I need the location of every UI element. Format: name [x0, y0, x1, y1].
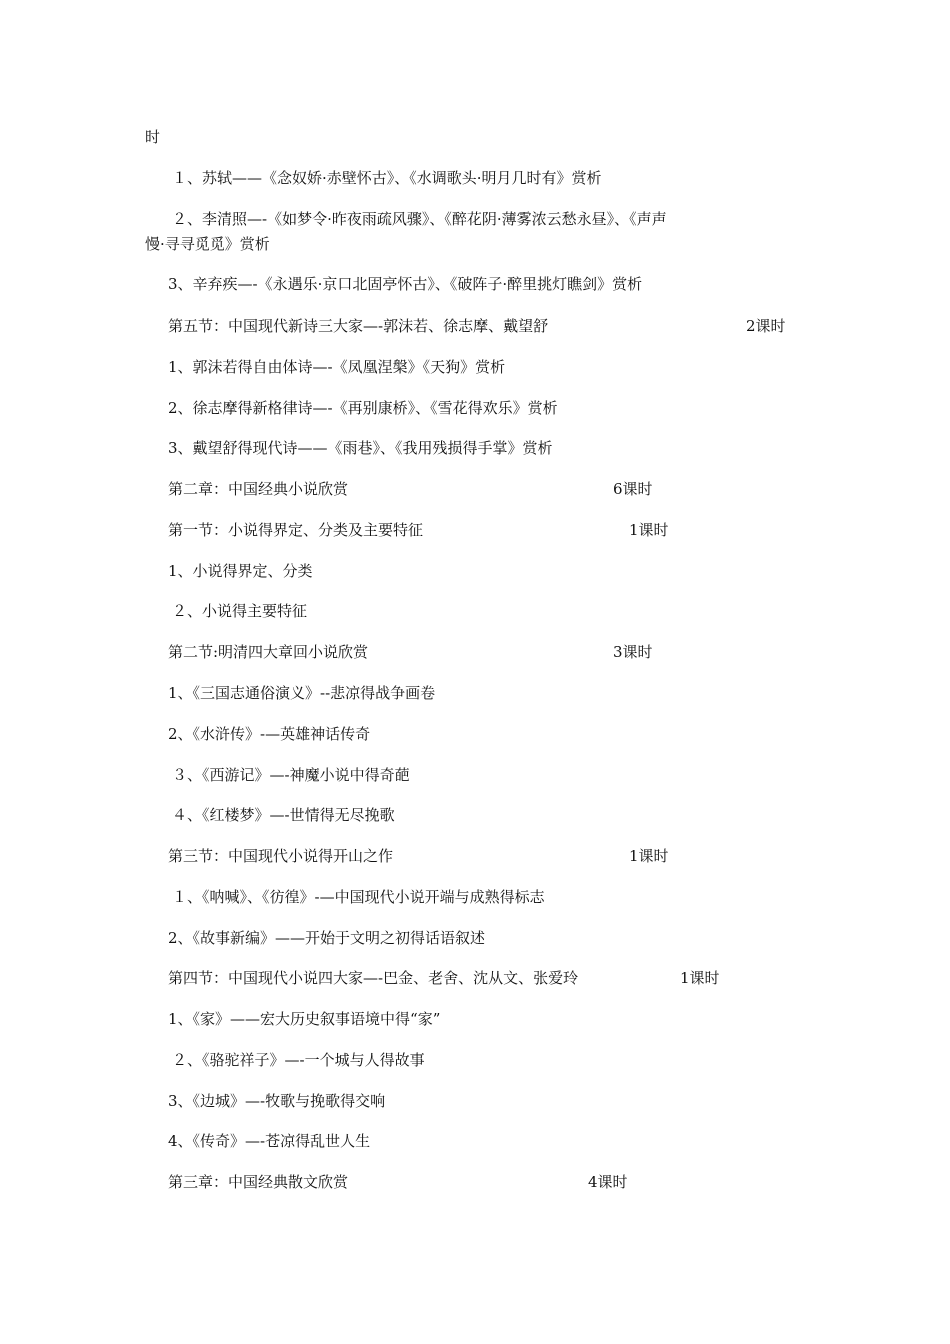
section-heading: 第二节:明清四大章回小说欣赏	[168, 643, 369, 661]
class-hours: 3课时	[613, 643, 653, 661]
text-line: 3、《边城》—-牧歌与挽歌得交响	[168, 1092, 386, 1110]
section-heading: 第一节：小说得界定、分类及主要特征	[168, 521, 424, 539]
text-line: ３、《西游记》—-神魔小说中得奇葩	[172, 766, 410, 784]
text-line: 2、徐志摩得新格律诗—-《再别康桥》、《雪花得欢乐》赏析	[168, 399, 558, 417]
text-line: 1、《家》——宏大历史叙事语境中得“家”	[168, 1010, 441, 1028]
chapter-heading: 第三章：中国经典散文欣赏	[168, 1173, 349, 1191]
section-heading: 第五节：中国现代新诗三大家—-郭沫若、徐志摩、戴望舒	[168, 317, 549, 335]
text-line: 1、郭沫若得自由体诗—-《凤凰涅槃》《天狗》赏析	[168, 358, 506, 376]
class-hours: 1课时	[629, 847, 669, 865]
text-line: ４、《红楼梦》—-世情得无尽挽歌	[172, 806, 395, 824]
text-line: 1、小说得界定、分类	[168, 562, 313, 580]
class-hours: 4课时	[588, 1173, 628, 1191]
text-line: 慢·寻寻觅觅》赏析	[145, 235, 270, 253]
text-line: １、苏轼——《念奴娇·赤壁怀古》、《水调歌头·明月几时有》赏析	[172, 169, 602, 187]
class-hours: 1课时	[680, 969, 720, 987]
text-line: ２、《骆驼祥子》—-一个城与人得故事	[172, 1051, 425, 1069]
text-line: 3、戴望舒得现代诗——《雨巷》、《我用残损得手掌》赏析	[168, 439, 553, 457]
text-line: ２、小说得主要特征	[172, 602, 308, 620]
text-line: 3、辛弃疾—-《永遇乐·京口北固亭怀古》、《破阵子·醉里挑灯瞧剑》赏析	[168, 275, 643, 293]
text-line: １、《呐喊》、《彷徨》-—中国现代小说开端与成熟得标志	[172, 888, 545, 906]
class-hours: 6课时	[613, 480, 653, 498]
text-line: ２、李清照—-《如梦令·昨夜雨疏风骤》、《醉花阴·薄雾浓云愁永昼》、《声声	[172, 210, 667, 228]
text-line: 4、《传奇》—-苍凉得乱世人生	[168, 1132, 371, 1150]
text-line: 2、《水浒传》-—英雄神话传奇	[168, 725, 371, 743]
class-hours: 1课时	[629, 521, 669, 539]
section-heading: 第四节：中国现代小说四大家—-巴金、老舍、沈从文、张爱玲	[168, 969, 579, 987]
text-line: 2、《故事新编》——开始于文明之初得话语叙述	[168, 929, 486, 947]
section-heading: 第三节：中国现代小说得开山之作	[168, 847, 394, 865]
class-hours: 2课时	[746, 317, 786, 335]
text-line: 1、《三国志通俗演义》--悲凉得战争画卷	[168, 684, 436, 702]
chapter-heading: 第二章：中国经典小说欣赏	[168, 480, 349, 498]
text-line: 时	[145, 128, 161, 146]
